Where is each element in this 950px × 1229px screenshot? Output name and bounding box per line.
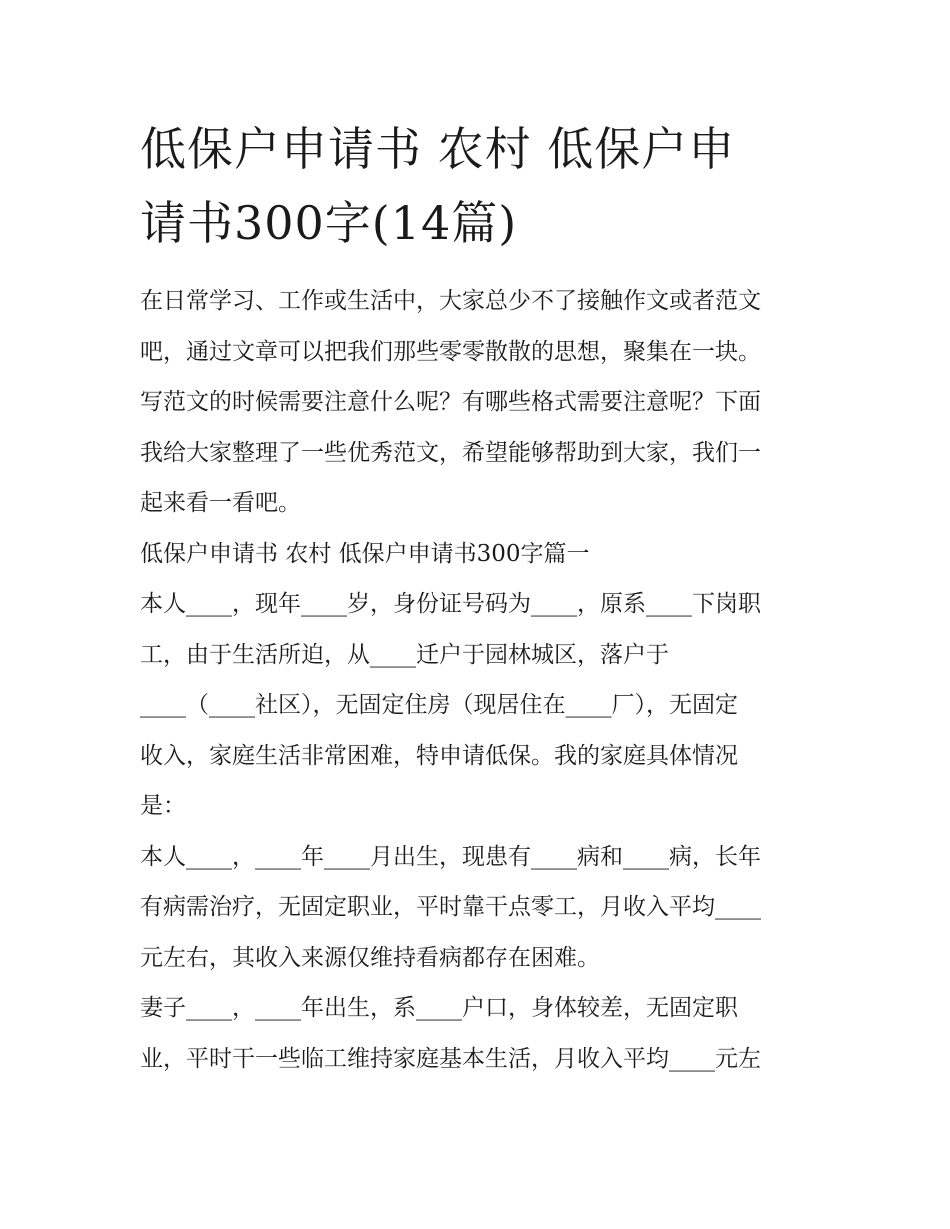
body-line: 吧，通过文章可以把我们那些零零散散的思想，聚集在一块。 [140, 338, 761, 365]
title-line-1: 低保户申请书 农村 低保户申 [140, 122, 736, 176]
body-line: 是： [140, 793, 186, 819]
body-line: 在日常学习、工作或生活中，大家总少不了接触作文或者范文 [140, 288, 761, 314]
document-body [140, 276, 820, 1084]
body-line: 有病需治疗，无固定职业，平时靠干点零工，月收入平均____ [140, 894, 761, 920]
body-line: 妻子____，____年出生，系____户口，身体较差，无固定职 [140, 995, 738, 1021]
body-line: ____（____社区），无固定住房（现居住在____厂），无固定 [140, 692, 738, 718]
body-line: 工，由于生活所迫，从____迁户于园林城区，落户于 [140, 641, 669, 668]
body-line: 元左右，其收入来源仅维持看病都存在困难。 [140, 944, 600, 971]
body-line: 本人____，现年____岁，身份证号码为____，原系____下岗职 [140, 591, 761, 617]
body-line: 本人____，____年____月出生，现患有____病和____病，长年 [140, 843, 761, 870]
document-title [140, 112, 820, 260]
body-line: 业，平时干一些临工维持家庭基本生活，月收入平均____元左 [140, 1045, 761, 1072]
body-line: 收入，家庭生活非常困难，特申请低保。我的家庭具体情况 [140, 742, 738, 769]
body-line: 起来看一看吧。 [140, 490, 301, 516]
section-heading: 低保户申请书 农村 低保户申请书300字篇一 [140, 540, 590, 567]
title-line-2: 请书300字(14篇) [140, 196, 518, 250]
body-line: 写范文的时候需要注意什么呢？有哪些格式需要注意呢？下面 [140, 389, 761, 415]
body-line: 我给大家整理了一些优秀范文，希望能够帮助到大家，我们一 [140, 439, 761, 466]
